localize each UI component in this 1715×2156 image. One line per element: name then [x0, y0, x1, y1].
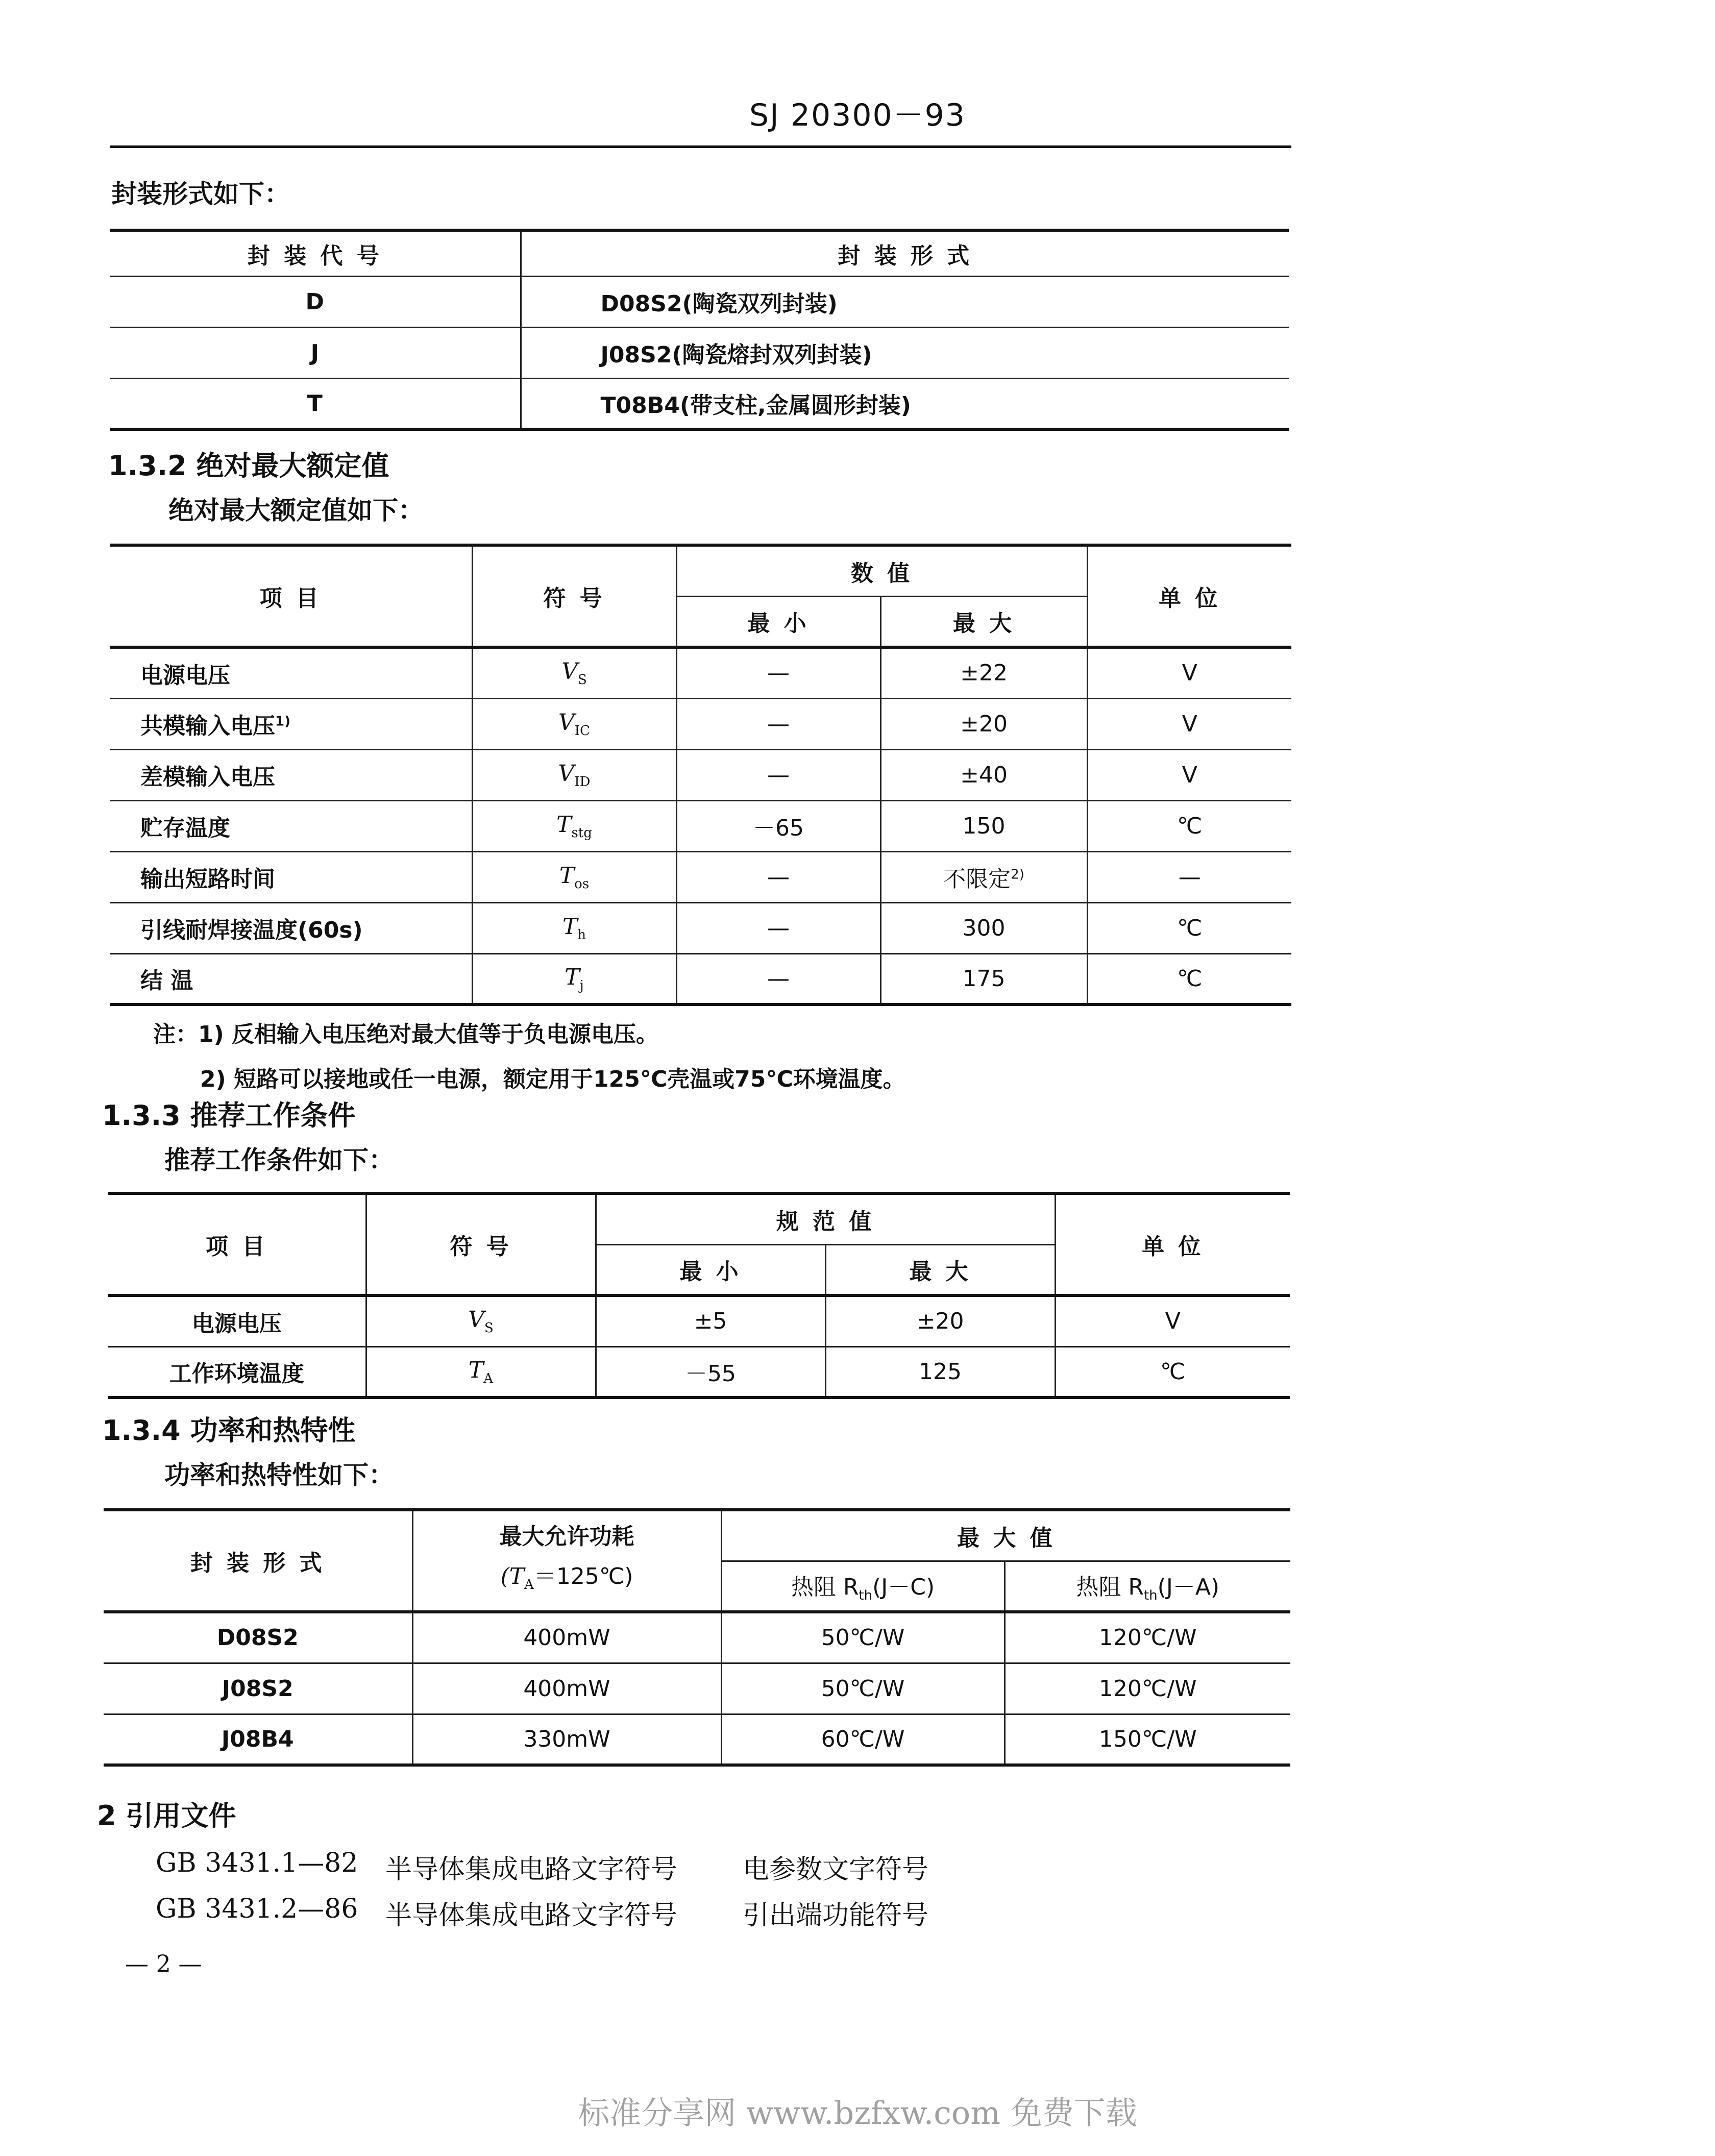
- symbol: $V_{ID}$: [558, 760, 591, 790]
- table-row: [104, 1612, 1290, 1663]
- symbol-cell: [366, 1346, 596, 1398]
- watermark: 标准分享网 www.bzfxw.com 免费下载: [578, 2094, 1137, 2132]
- package-code: T: [110, 378, 521, 429]
- table-row: [110, 902, 1291, 953]
- column-header-symbol: 符 号: [366, 1193, 596, 1295]
- section-heading-1-3-3: 1.3.3 推荐工作条件: [102, 1099, 356, 1132]
- table-row: [110, 800, 1291, 851]
- symbol-cell: [472, 851, 676, 902]
- symbol-cell: [366, 1295, 596, 1346]
- power-cell: 400mW: [412, 1612, 721, 1663]
- table-row: [110, 698, 1291, 749]
- table-row: [108, 1295, 1290, 1346]
- table-header-row: [108, 1193, 1290, 1244]
- table-row: [108, 1346, 1290, 1398]
- min-cell: －65: [676, 800, 880, 851]
- reference-code: GB 3431.2—86: [156, 1894, 358, 1924]
- unit-cell: ℃: [1087, 902, 1291, 953]
- unit-cell: V: [1055, 1295, 1290, 1346]
- package-form: D08S2(陶瓷双列封装): [521, 276, 1289, 327]
- min-cell: —: [676, 902, 880, 953]
- item-cell: 引线耐焊接温度(60s): [110, 902, 472, 953]
- item-cell: 差模输入电压: [110, 749, 472, 800]
- symbol: $T_h$: [562, 913, 586, 943]
- rth-ja-cell: 150℃/W: [1004, 1714, 1290, 1765]
- rth-ja-cell: 120℃/W: [1004, 1663, 1290, 1714]
- symbol: $V_S$: [561, 658, 587, 688]
- column-header-max-value: 最 大 值: [721, 1510, 1290, 1561]
- symbol: $T_A$: [468, 1357, 494, 1386]
- symbol-cell: [472, 953, 676, 1004]
- column-header: 封 装 形 式: [521, 230, 1289, 276]
- power-header-line1: 最大允许功耗: [499, 1524, 634, 1550]
- section-heading-1-3-4: 1.3.4 功率和热特性: [102, 1414, 356, 1447]
- min-cell: —: [676, 953, 880, 1004]
- reference-title: 半导体集成电路文字符号: [385, 1900, 678, 1931]
- column-header-rth-ja: 热阻 $R_{th}(J-A)$: [1004, 1561, 1290, 1612]
- package-code: D: [110, 276, 521, 327]
- package-cell: D08S2: [104, 1612, 412, 1663]
- rth-jc-cell: 50℃/W: [721, 1612, 1004, 1663]
- max-cell: 不限定$^{2)}$: [880, 851, 1087, 902]
- reference-subtitle: 引出端功能符号: [743, 1900, 929, 1931]
- package-caption: 封装形式如下：: [111, 179, 290, 209]
- package-form: J08S2(陶瓷熔封双列封装): [521, 327, 1289, 378]
- symbol-cell: [472, 647, 676, 698]
- max-cell: ±40: [880, 749, 1087, 800]
- section-heading-2: 2 引用文件: [97, 1800, 236, 1832]
- column-header-power: [412, 1510, 721, 1612]
- table-row: [110, 378, 1289, 429]
- symbol-cell: [472, 698, 676, 749]
- symbol-cell: [472, 749, 676, 800]
- symbol-cell: [472, 902, 676, 953]
- note-2: 2) 短路可以接地或任一电源，额定用于125℃壳温或75℃环境温度。: [200, 1066, 905, 1092]
- section-heading-1-3-2: 1.3.2 绝对最大额定值: [108, 450, 389, 482]
- column-header: 封 装 代 号: [110, 230, 521, 276]
- package-cell: J08B4: [104, 1714, 412, 1765]
- column-header-value: 规 范 值: [596, 1193, 1055, 1244]
- table-header-row: [110, 230, 1289, 276]
- unit-cell: V: [1087, 698, 1291, 749]
- power-header-line2: $(T_A=125℃)$: [500, 1563, 633, 1592]
- min-cell: ±5: [596, 1295, 825, 1346]
- max-cell: ±22: [880, 647, 1087, 698]
- table-row: [110, 327, 1289, 378]
- reference-code: GB 3431.1—82: [156, 1848, 358, 1878]
- table-row: [110, 647, 1291, 698]
- column-header-min: 最 小: [676, 596, 880, 647]
- column-header-value: 数 值: [676, 545, 1087, 596]
- unit-cell: ℃: [1055, 1346, 1290, 1398]
- page-number: — 2 —: [125, 1950, 202, 1977]
- power-cell: 330mW: [412, 1714, 721, 1765]
- column-header-item: 项 目: [108, 1193, 366, 1295]
- reference-subtitle: 电参数文字符号: [743, 1854, 929, 1885]
- power-cell: 400mW: [412, 1663, 721, 1714]
- min-cell: —: [676, 749, 880, 800]
- table-header-row: [110, 545, 1291, 596]
- table-row: [110, 851, 1291, 902]
- column-header-unit: 单 位: [1055, 1193, 1290, 1295]
- symbol: $V_S$: [468, 1307, 494, 1336]
- package-code: J: [110, 327, 521, 378]
- min-cell: －55: [596, 1346, 825, 1398]
- table-row: [110, 953, 1291, 1004]
- item-cell: 输出短路时间: [110, 851, 472, 902]
- header-rule: [110, 145, 1291, 148]
- standard-code: SJ 20300－93: [749, 97, 966, 133]
- min-cell: —: [676, 698, 880, 749]
- item-cell: 共模输入电压$^{1)}$: [110, 698, 472, 749]
- column-header-rth-jc: 热阻 $R_{th}(J-C)$: [721, 1561, 1004, 1612]
- column-header-item: 项 目: [110, 545, 472, 647]
- note-1: 注：1) 反相输入电压绝对最大值等于负电源电压。: [153, 1021, 659, 1047]
- column-header-min: 最 小: [596, 1244, 825, 1295]
- rth-jc-cell: 60℃/W: [721, 1714, 1004, 1765]
- column-header-unit: 单 位: [1087, 545, 1291, 647]
- package-table: [110, 229, 1289, 431]
- table-row: [110, 749, 1291, 800]
- unit-cell: ℃: [1087, 800, 1291, 851]
- symbol: $T_{os}$: [559, 862, 590, 892]
- max-cell: ±20: [825, 1295, 1055, 1346]
- section-caption: 推荐工作条件如下：: [164, 1145, 394, 1175]
- section-caption: 绝对最大额定值如下：: [168, 496, 424, 525]
- unit-cell: V: [1087, 647, 1291, 698]
- recommended-conditions-table: [108, 1192, 1290, 1399]
- symbol: $T_{stg}$: [556, 811, 592, 841]
- column-header-symbol: 符 号: [472, 545, 676, 647]
- item-cell: 工作环境温度: [108, 1346, 366, 1398]
- symbol: $T_j$: [565, 964, 584, 993]
- symbol: $V_{IC}$: [558, 709, 590, 739]
- column-header-package: 封 装 形 式: [104, 1510, 412, 1612]
- max-cell: 125: [825, 1346, 1055, 1398]
- max-cell: 150: [880, 800, 1087, 851]
- column-header-max: 最 大: [825, 1244, 1055, 1295]
- min-cell: —: [676, 647, 880, 698]
- item-cell: 结 温: [110, 953, 472, 1004]
- item-cell: 电源电压: [110, 647, 472, 698]
- package-cell: J08S2: [104, 1663, 412, 1714]
- power-thermal-table: [104, 1508, 1290, 1767]
- absolute-max-ratings-table: [110, 544, 1291, 1006]
- table-row: [110, 276, 1289, 327]
- item-cell: 电源电压: [108, 1295, 366, 1346]
- max-cell: 300: [880, 902, 1087, 953]
- unit-cell: V: [1087, 749, 1291, 800]
- unit-cell: —: [1087, 851, 1291, 902]
- section-caption: 功率和热特性如下：: [164, 1460, 394, 1490]
- table-header-row: [104, 1510, 1290, 1561]
- column-header-max: 最 大: [880, 596, 1087, 647]
- max-cell: ±20: [880, 698, 1087, 749]
- package-form: T08B4(带支柱,金属圆形封装): [521, 378, 1289, 429]
- symbol-cell: [472, 800, 676, 851]
- item-cell: 贮存温度: [110, 800, 472, 851]
- min-cell: —: [676, 851, 880, 902]
- max-cell: 175: [880, 953, 1087, 1004]
- rth-ja-cell: 120℃/W: [1004, 1612, 1290, 1663]
- unit-cell: ℃: [1087, 953, 1291, 1004]
- table-row: [104, 1714, 1290, 1765]
- reference-title: 半导体集成电路文字符号: [385, 1854, 678, 1885]
- table-row: [104, 1663, 1290, 1714]
- rth-jc-cell: 50℃/W: [721, 1663, 1004, 1714]
